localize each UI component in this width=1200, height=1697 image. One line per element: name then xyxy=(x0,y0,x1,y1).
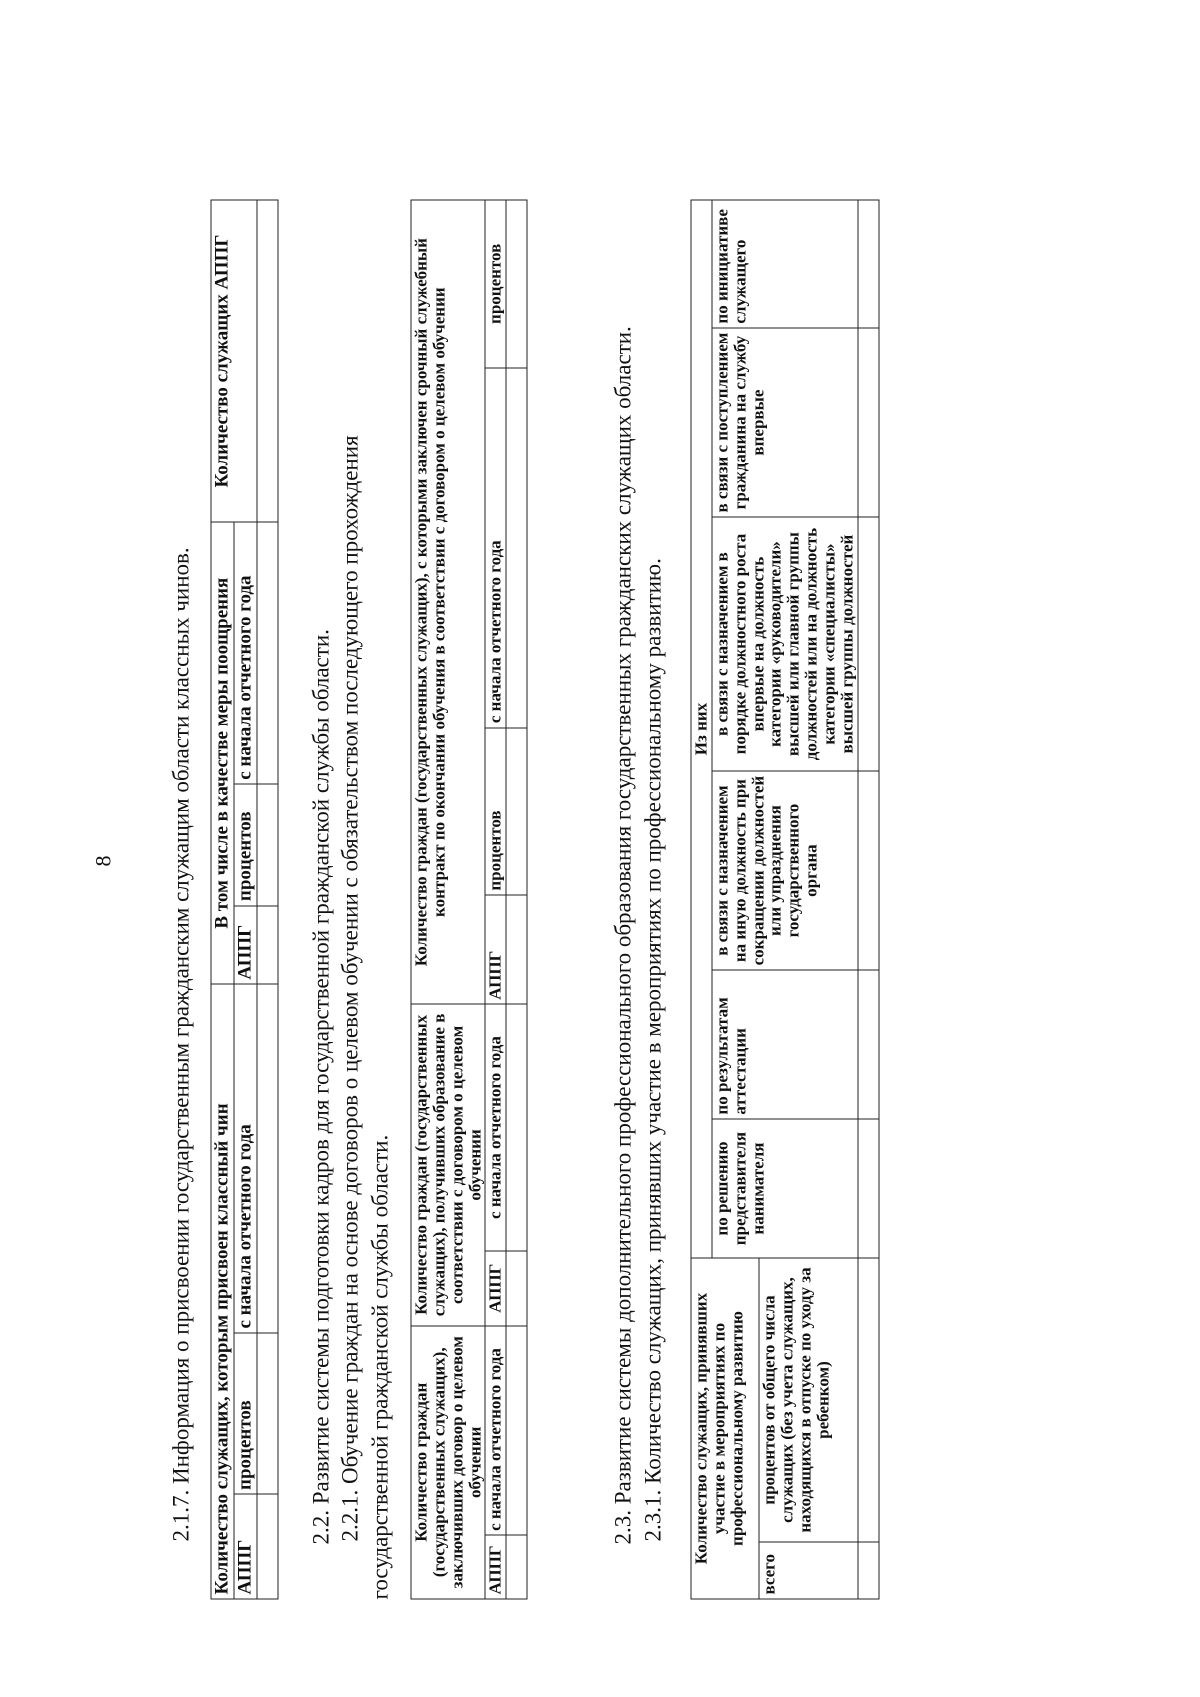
t3-cell xyxy=(858,771,879,970)
t1-cell xyxy=(257,522,278,784)
t1-since-2: с начала отчетного года xyxy=(234,522,257,784)
t2-cell xyxy=(506,895,527,1004)
t2-cell xyxy=(506,1326,527,1536)
t3-cell xyxy=(858,1258,879,1542)
t3-cell xyxy=(858,328,879,517)
t3-col-attestation: по результатам аттестации xyxy=(712,970,858,1119)
t2-appg-3: АППГ xyxy=(485,895,506,1004)
section-2-1-7-title: 2.1.7. Информация о присвоении государственным гражданским служащим области классных чинов. xyxy=(168,547,194,1542)
t3-col-own-initiative: по инициативе служащего xyxy=(712,200,858,328)
t1-pct-2: процентов xyxy=(234,784,257,905)
t1-cell xyxy=(257,906,278,985)
t2-col-service-contract: Количество граждан (государственных служащих), с которыми заключен срочный служебный контракт по окончании обучения в соответствии с договором о целевом обучении xyxy=(411,200,485,1004)
t1-since-1: с начала отчетного года xyxy=(234,984,257,1333)
targeted-training-table xyxy=(411,200,528,1600)
t3-of-them: Из них xyxy=(691,200,712,1258)
section-2-2-1-line1: 2.2.1. Обучение граждан на основе договоров о целевом обучении с обязательством последующего прохождения xyxy=(337,435,363,1542)
t2-cell xyxy=(506,368,527,728)
t3-cell xyxy=(858,1119,879,1258)
t3-sub-pct: процентов от общего числа служащих (без учета служащих, находящихся в отпуске по уходу за ребенком) xyxy=(759,1258,858,1542)
t3-col-reduction: в связи с назначением на иную должность при сокращении должностей или упразднения государственного органа xyxy=(712,771,858,970)
t1-cell xyxy=(257,784,278,905)
t3-cell xyxy=(858,970,879,1119)
t1-cell xyxy=(257,200,278,522)
t3-cell xyxy=(858,517,879,771)
t2-appg-1: АППГ xyxy=(485,1535,506,1599)
t3-col-first-service: в связи с поступлением гражданина на службу впервые xyxy=(712,328,858,517)
t3-sub-all: всего xyxy=(759,1542,858,1599)
t2-pct-4: процентов xyxy=(485,200,506,368)
t1-group-incentive: В том числе в качестве меры поощрения xyxy=(211,522,234,984)
t3-cell xyxy=(858,200,879,328)
t2-col-educated: Количество граждан (государственных служащих), получивших образование в соответствии с договором о целевом обучении xyxy=(411,1004,485,1325)
t2-cell xyxy=(506,1535,527,1599)
t1-pct-1: процентов xyxy=(234,1333,257,1494)
section-2-2-title: 2.2. Развитие системы подготовки кадров для государственной гражданской службы области. xyxy=(308,629,334,1545)
class-rank-table xyxy=(211,200,279,1600)
t2-col-contracts: Количество граждан (государственных служащих), заключивших договор о целевом обучении xyxy=(411,1326,485,1599)
t1-cell xyxy=(257,984,278,1333)
section-2-2-1-line2: государственной гражданской службы области. xyxy=(367,1134,393,1600)
t3-col-participants: Количество служащих, принявших участие в мероприятиях по профессиональному развитию xyxy=(691,1258,759,1599)
t2-since-2: с начала отчетного года xyxy=(485,1004,506,1251)
t1-appg-2: АППГ xyxy=(234,906,257,985)
t2-cell xyxy=(506,1004,527,1251)
section-2-3-1-title: 2.3.1. Количество служащих, принявших участие в мероприятиях по профессиональному развитию. xyxy=(640,558,666,1542)
t1-appg-1: АППГ xyxy=(234,1495,257,1600)
t2-cell xyxy=(506,728,527,896)
t2-cell xyxy=(506,1251,527,1326)
t1-cell xyxy=(257,1495,278,1600)
t3-cell xyxy=(858,1542,879,1599)
t2-cell xyxy=(506,200,527,368)
professional-development-table xyxy=(691,200,880,1600)
t1-group-appg-count: Количество служащих АППГ xyxy=(211,200,257,522)
page-number: 8 xyxy=(90,855,116,867)
t3-col-employer-decision: по решению представителя нанимателя xyxy=(712,1119,858,1258)
t2-since-3: с начала отчетного года xyxy=(485,368,506,728)
t2-appg-2: АППГ xyxy=(485,1251,506,1326)
section-2-3-title: 2.3. Развитие системы дополнительного профессионального образования государственных гражданских служащих области. xyxy=(610,326,636,1545)
t2-since-1: с начала отчетного года xyxy=(485,1326,506,1536)
document-page xyxy=(1,0,1200,1697)
t1-group-assigned: Количество служащих, которым присвоен классный чин xyxy=(211,984,234,1599)
t2-pct-3: процентов xyxy=(485,728,506,896)
t3-col-promotion: в связи с назначением в порядке должностного роста впервые на должность категории «руководители» высшей или главной группы должностей или на должность категории «специалисты» высшей группы должностей xyxy=(712,517,858,771)
t1-cell xyxy=(257,1333,278,1494)
